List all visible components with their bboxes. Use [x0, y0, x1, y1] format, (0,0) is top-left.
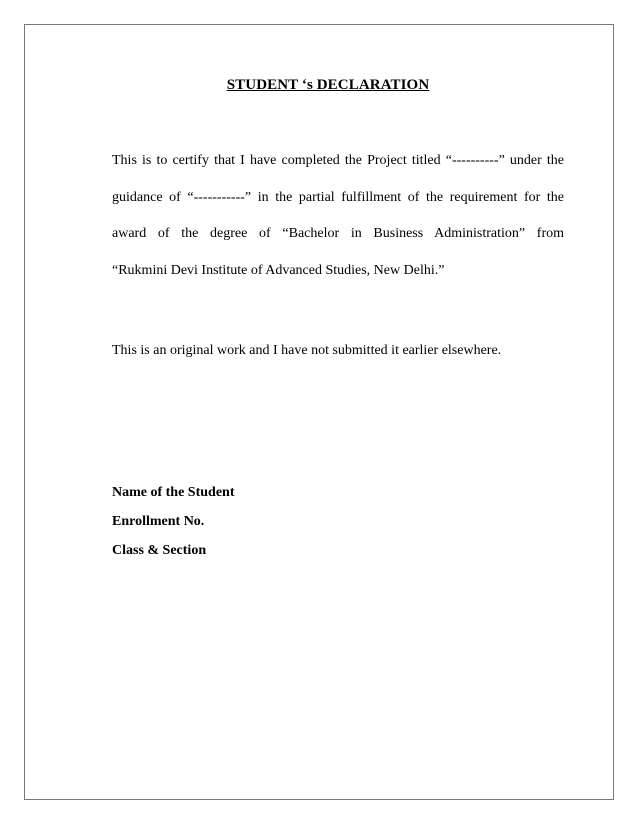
page-border: [24, 24, 614, 800]
paragraph-line: “Rukmini Devi Institute of Advanced Studies, New Delhi.”: [112, 262, 445, 278]
certification-paragraph: [112, 143, 564, 289]
enrollment-number-label: Enrollment No.: [112, 514, 205, 529]
paragraph-line: guidance of “-----------” in the partial fulfillment of the requirement for the: [112, 189, 564, 205]
paragraph-line: This is to certify that I have completed the Project titled “----------” under the: [112, 153, 564, 168]
student-details-block: [112, 478, 235, 565]
student-name-label: Name of the Student: [112, 485, 235, 500]
originality-statement: This is an original work and I have not submitted it earlier elsewhere.: [112, 343, 502, 358]
class-section-label: Class & Section: [112, 543, 207, 558]
declaration-title: STUDENT ‘s DECLARATION: [226, 77, 430, 93]
paragraph-line: award of the degree of “Bachelor in Business Administration” from: [112, 226, 564, 241]
